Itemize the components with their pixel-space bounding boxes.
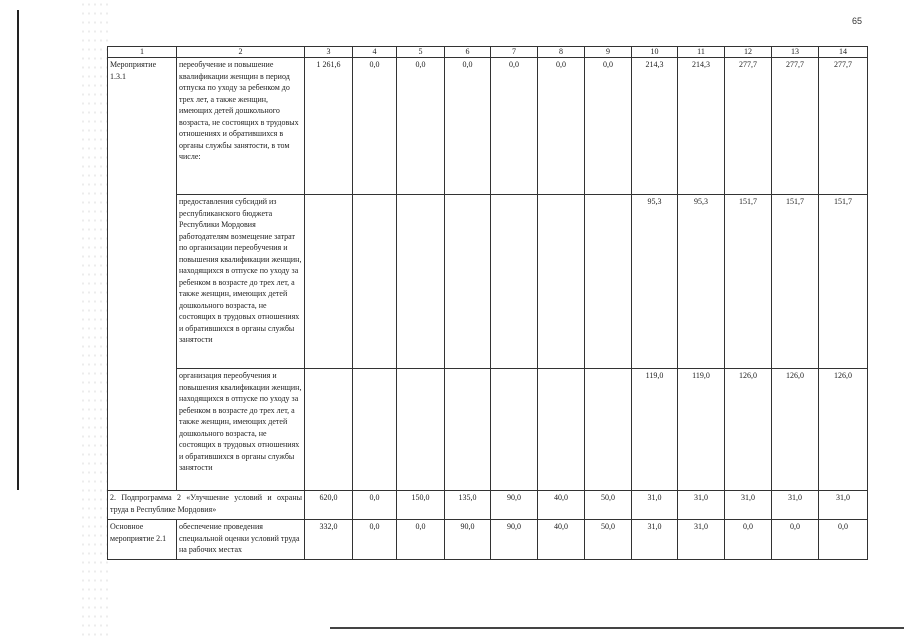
value-cell: 0,0 [397,58,445,195]
value-cell: 31,0 [678,491,725,520]
value-cell: 50,0 [585,491,632,520]
value-cell [445,369,491,491]
measure-cell: Мероприятие 1.3.1 [108,58,177,491]
scan-bottom-line [330,627,904,629]
value-cell: 150,0 [397,491,445,520]
header-cell: 1 [108,47,177,58]
value-cell [353,195,397,369]
value-cell: 0,0 [353,491,397,520]
value-cell: 31,0 [819,491,868,520]
value-cell: 126,0 [725,369,772,491]
header-cell: 11 [678,47,725,58]
value-cell: 31,0 [678,520,725,560]
description-cell: обеспечение проведения специальной оценки условий труда на рабочих местах [177,520,305,560]
value-cell: 151,7 [772,195,819,369]
header-cell: 8 [538,47,585,58]
value-cell: 95,3 [678,195,725,369]
subprogram-title: 2. Подпрограмма 2 «Улучшение условий и охраны труда в Республике Мордовия» [108,491,305,520]
table-row [108,369,868,491]
value-cell: 135,0 [445,491,491,520]
value-cell [353,369,397,491]
value-cell: 95,3 [632,195,678,369]
value-cell: 332,0 [305,520,353,560]
value-cell: 0,0 [491,58,538,195]
value-cell: 0,0 [819,520,868,560]
value-cell: 31,0 [725,491,772,520]
header-cell: 9 [585,47,632,58]
value-cell [538,195,585,369]
value-cell: 0,0 [585,58,632,195]
page-number: 65 [852,16,863,26]
value-cell: 90,0 [491,520,538,560]
value-cell: 277,7 [725,58,772,195]
value-cell [397,195,445,369]
table-row [108,58,868,195]
table-row [108,195,868,369]
header-cell: 3 [305,47,353,58]
value-cell: 620,0 [305,491,353,520]
value-cell: 0,0 [725,520,772,560]
value-cell: 0,0 [353,58,397,195]
value-cell: 151,7 [725,195,772,369]
value-cell: 1 261,6 [305,58,353,195]
value-cell: 40,0 [538,491,585,520]
value-cell: 151,7 [819,195,868,369]
header-cell: 5 [397,47,445,58]
value-cell: 126,0 [772,369,819,491]
value-cell: 0,0 [397,520,445,560]
value-cell: 31,0 [772,491,819,520]
value-cell [491,369,538,491]
description-cell: переобучение и повышение квалификации женщин в период отпуска по уходу за ребенком до трех лет, а также женщин, имеющих детей дошкольного возраста, не состоящих в трудовых отношениях и обратившихся в органы службы занятости, в том числе: [177,58,305,195]
header-cell: 7 [491,47,538,58]
value-cell [538,369,585,491]
value-cell: 0,0 [445,58,491,195]
value-cell: 119,0 [678,369,725,491]
header-cell: 13 [772,47,819,58]
budget-table [107,46,868,560]
header-cell: 6 [445,47,491,58]
value-cell: 50,0 [585,520,632,560]
header-cell: 10 [632,47,678,58]
value-cell: 40,0 [538,520,585,560]
value-cell: 90,0 [445,520,491,560]
value-cell: 277,7 [772,58,819,195]
table-row [108,520,868,560]
value-cell [491,195,538,369]
description-cell: организация переобучения и повышения квалификации женщин, находящихся в отпуске по уходу за ребенком в возрасте до трех лет, а также женщин, имеющих детей дошкольного возраста, не состоящих в трудовых отношениях и обратившихся в органы службы занятости [177,369,305,491]
value-cell: 90,0 [491,491,538,520]
scan-noise [80,0,110,639]
value-cell: 0,0 [772,520,819,560]
description-cell: предоставления субсидий из республиканского бюджета Республики Мордовия работодателям возмещение затрат по организации переобучения и повышения квалификации женщин, находящихся в отпуске по уходу за ребенком в возрасте до трех лет, а также женщин, имеющих детей дошкольного возраста, не состоящих в трудовых отношениях и обратившихся в органы службы занятости [177,195,305,369]
value-cell: 119,0 [632,369,678,491]
measure-cell: Основное мероприятие 2.1 [108,520,177,560]
value-cell: 277,7 [819,58,868,195]
value-cell: 0,0 [353,520,397,560]
value-cell: 214,3 [632,58,678,195]
value-cell [585,195,632,369]
header-cell: 14 [819,47,868,58]
value-cell: 0,0 [538,58,585,195]
header-cell: 12 [725,47,772,58]
scan-edge-line [17,10,19,490]
value-cell: 31,0 [632,491,678,520]
subprogram-row [108,491,868,520]
value-cell [305,369,353,491]
value-cell [445,195,491,369]
value-cell: 126,0 [819,369,868,491]
table-header-row [108,47,868,58]
value-cell [397,369,445,491]
value-cell: 31,0 [632,520,678,560]
header-cell: 4 [353,47,397,58]
header-cell: 2 [177,47,305,58]
value-cell [305,195,353,369]
value-cell: 214,3 [678,58,725,195]
value-cell [585,369,632,491]
